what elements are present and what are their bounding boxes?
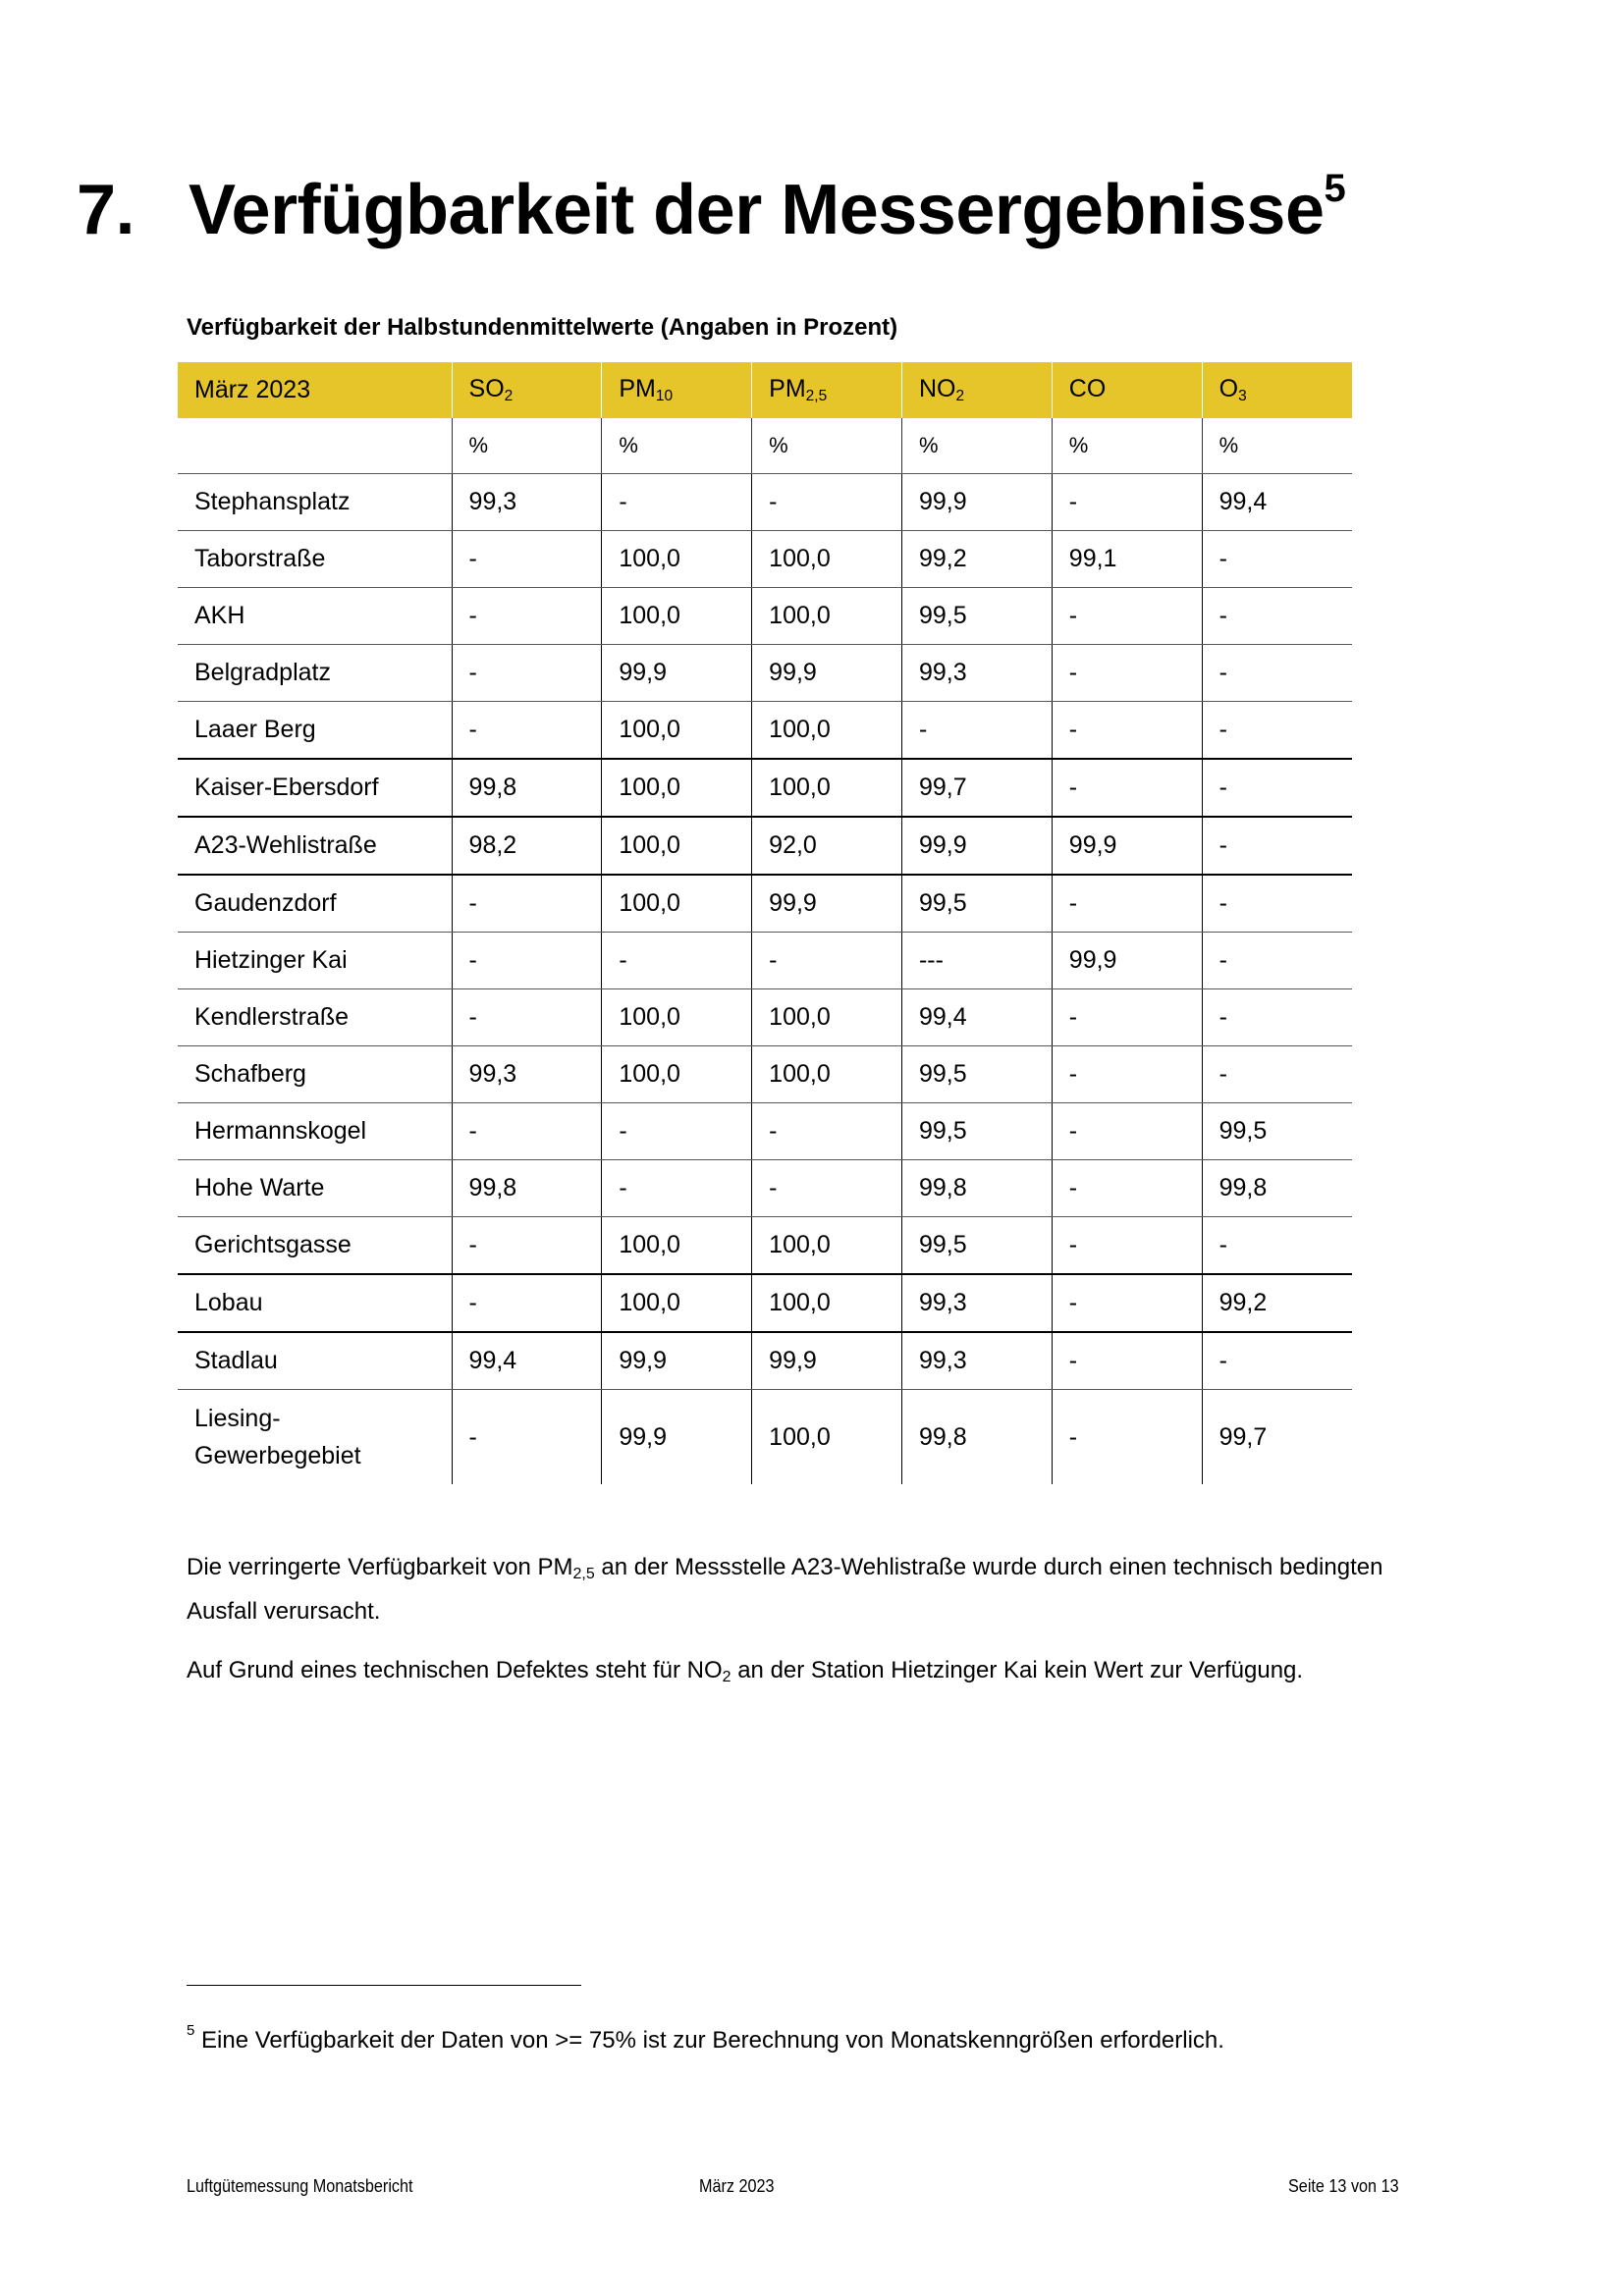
availability-value: - bbox=[1202, 645, 1352, 702]
table-row bbox=[178, 817, 1352, 875]
availability-value: - bbox=[452, 875, 602, 933]
availability-value: 99,8 bbox=[901, 1390, 1052, 1485]
availability-value: 99,8 bbox=[452, 759, 602, 817]
availability-value: - bbox=[1052, 1217, 1202, 1275]
availability-value: 100,0 bbox=[602, 531, 752, 588]
station-name: Gaudenzdorf bbox=[178, 875, 452, 933]
header-period: März 2023 bbox=[178, 362, 452, 418]
availability-value: - bbox=[1202, 989, 1352, 1046]
availability-value: - bbox=[452, 1274, 602, 1332]
header-o3: $O_3$ bbox=[1202, 362, 1352, 418]
availability-value: 99,1 bbox=[1052, 531, 1202, 588]
availability-value: - bbox=[1052, 1160, 1202, 1217]
station-name: Laaer Berg bbox=[178, 702, 452, 760]
availability-value: 99,3 bbox=[901, 645, 1052, 702]
table-row bbox=[178, 989, 1352, 1046]
header-co: CO bbox=[1052, 362, 1202, 418]
page-heading bbox=[77, 167, 1346, 249]
availability-value: - bbox=[1052, 474, 1202, 531]
table-row bbox=[178, 474, 1352, 531]
table-row bbox=[178, 1160, 1352, 1217]
note-pm25: Die verringerte Verfügbarkeit von $PM_{2,5}$ an der Messstelle A23-Wehlistraße wurde durch einen technisch bedingten Ausfall verursacht. bbox=[187, 1554, 1383, 1625]
availability-value: 98,2 bbox=[452, 817, 602, 875]
table-header-row bbox=[178, 362, 1352, 418]
table-row bbox=[178, 702, 1352, 760]
availability-value: - bbox=[452, 989, 602, 1046]
availability-value: - bbox=[1202, 875, 1352, 933]
availability-value: 100,0 bbox=[602, 875, 752, 933]
station-name: Hietzinger Kai bbox=[178, 933, 452, 989]
availability-value: 100,0 bbox=[602, 1046, 752, 1103]
availability-value: 99,4 bbox=[901, 989, 1052, 1046]
availability-value: - bbox=[752, 1160, 902, 1217]
header-no2: $NO_2$ bbox=[901, 362, 1052, 418]
header-pm25: $PM_{2,5}$ bbox=[752, 362, 902, 418]
availability-value: 99,3 bbox=[901, 1332, 1052, 1390]
station-name: Stadlau bbox=[178, 1332, 452, 1390]
availability-value: - bbox=[752, 474, 902, 531]
table-row bbox=[178, 933, 1352, 989]
table-row bbox=[178, 1332, 1352, 1390]
table-caption: Verfügbarkeit der Halbstundenmittelwerte (Angaben in Prozent) bbox=[187, 314, 898, 341]
section-number: 7. bbox=[77, 171, 135, 249]
station-name: AKH bbox=[178, 588, 452, 645]
availability-value: - bbox=[1052, 702, 1202, 760]
availability-value: 99,8 bbox=[1202, 1160, 1352, 1217]
station-name: Stephansplatz bbox=[178, 474, 452, 531]
availability-value: 99,3 bbox=[452, 1046, 602, 1103]
availability-value: 100,0 bbox=[602, 1274, 752, 1332]
availability-value: 99,3 bbox=[901, 1274, 1052, 1332]
availability-value: 99,8 bbox=[452, 1160, 602, 1217]
station-name: Taborstraße bbox=[178, 531, 452, 588]
availability-value: - bbox=[452, 1217, 602, 1275]
availability-value: 100,0 bbox=[602, 702, 752, 760]
availability-value: - bbox=[452, 933, 602, 989]
availability-value: - bbox=[1202, 531, 1352, 588]
availability-table bbox=[178, 362, 1352, 1484]
station-name: A23-Wehlistraße bbox=[178, 817, 452, 875]
availability-value: 100,0 bbox=[752, 759, 902, 817]
availability-value: 99,5 bbox=[901, 1046, 1052, 1103]
availability-value: 92,0 bbox=[752, 817, 902, 875]
unit-cell: % bbox=[452, 418, 602, 474]
table-row bbox=[178, 645, 1352, 702]
table-row bbox=[178, 875, 1352, 933]
availability-value: 99,3 bbox=[452, 474, 602, 531]
availability-value: 99,9 bbox=[602, 1332, 752, 1390]
availability-value: 99,2 bbox=[1202, 1274, 1352, 1332]
unit-cell-empty bbox=[178, 418, 452, 474]
availability-value: 99,5 bbox=[901, 588, 1052, 645]
availability-value: - bbox=[1052, 1390, 1202, 1485]
availability-value: 99,7 bbox=[901, 759, 1052, 817]
availability-value: - bbox=[752, 1103, 902, 1160]
availability-value: 99,4 bbox=[452, 1332, 602, 1390]
header-so2: $SO_2$ bbox=[452, 362, 602, 418]
availability-value: 99,8 bbox=[901, 1160, 1052, 1217]
table-row bbox=[178, 588, 1352, 645]
availability-value: - bbox=[1202, 759, 1352, 817]
availability-value: - bbox=[452, 1103, 602, 1160]
section-title: Verfügbarkeit der Messergebnisse bbox=[189, 171, 1325, 249]
station-name: Belgradplatz bbox=[178, 645, 452, 702]
availability-value: - bbox=[901, 702, 1052, 760]
availability-value: 99,9 bbox=[752, 1332, 902, 1390]
availability-value: - bbox=[1202, 933, 1352, 989]
table-row bbox=[178, 531, 1352, 588]
availability-value: 99,5 bbox=[1202, 1103, 1352, 1160]
availability-value: 99,9 bbox=[1052, 933, 1202, 989]
availability-value: - bbox=[752, 933, 902, 989]
availability-value: 100,0 bbox=[752, 702, 902, 760]
unit-cell: % bbox=[1052, 418, 1202, 474]
availability-value: - bbox=[1202, 817, 1352, 875]
station-name: Lobau bbox=[178, 1274, 452, 1332]
availability-value: 100,0 bbox=[752, 1217, 902, 1275]
availability-value: - bbox=[452, 588, 602, 645]
station-name: Gerichtsgasse bbox=[178, 1217, 452, 1275]
availability-value: - bbox=[1052, 1332, 1202, 1390]
availability-value: --- bbox=[901, 933, 1052, 989]
table-row bbox=[178, 1217, 1352, 1275]
footnote-marker: 5 bbox=[187, 2022, 195, 2039]
availability-value: 100,0 bbox=[752, 588, 902, 645]
availability-value: - bbox=[452, 645, 602, 702]
availability-value: 99,9 bbox=[752, 645, 902, 702]
availability-value: 99,5 bbox=[901, 1103, 1052, 1160]
availability-value: 99,9 bbox=[901, 474, 1052, 531]
footer-left: Luftgütemessung Monatsbericht bbox=[187, 2176, 413, 2196]
table-row bbox=[178, 1274, 1352, 1332]
availability-value: - bbox=[1052, 759, 1202, 817]
availability-value: - bbox=[1052, 588, 1202, 645]
availability-value: 100,0 bbox=[602, 759, 752, 817]
station-name: Kaiser-Ebersdorf bbox=[178, 759, 452, 817]
availability-value: 99,9 bbox=[602, 1390, 752, 1485]
unit-cell: % bbox=[602, 418, 752, 474]
availability-value: 100,0 bbox=[602, 588, 752, 645]
availability-value: - bbox=[1202, 1217, 1352, 1275]
availability-value: 99,9 bbox=[602, 645, 752, 702]
availability-value: - bbox=[1052, 645, 1202, 702]
availability-value: 99,4 bbox=[1202, 474, 1352, 531]
availability-value: - bbox=[1052, 1274, 1202, 1332]
station-name: Schafberg bbox=[178, 1046, 452, 1103]
availability-value: - bbox=[602, 1103, 752, 1160]
footnote-divider bbox=[187, 1985, 581, 1986]
availability-value: 99,5 bbox=[901, 1217, 1052, 1275]
station-name: Hermannskogel bbox=[178, 1103, 452, 1160]
header-pm10: $PM_{10}$ bbox=[602, 362, 752, 418]
table-units-row bbox=[178, 418, 1352, 474]
availability-value: 100,0 bbox=[602, 817, 752, 875]
availability-value: - bbox=[452, 1390, 602, 1485]
availability-value: 100,0 bbox=[602, 1217, 752, 1275]
availability-value: - bbox=[452, 702, 602, 760]
station-name: Kendlerstraße bbox=[178, 989, 452, 1046]
availability-value: - bbox=[1202, 588, 1352, 645]
unit-cell: % bbox=[1202, 418, 1352, 474]
availability-value: 100,0 bbox=[752, 989, 902, 1046]
availability-value: - bbox=[1052, 875, 1202, 933]
station-name: Hohe Warte bbox=[178, 1160, 452, 1217]
availability-value: 100,0 bbox=[752, 531, 902, 588]
availability-value: 100,0 bbox=[752, 1046, 902, 1103]
table-row bbox=[178, 1046, 1352, 1103]
availability-value: - bbox=[1052, 1103, 1202, 1160]
availability-value: - bbox=[452, 531, 602, 588]
availability-value: 99,2 bbox=[901, 531, 1052, 588]
availability-value: - bbox=[602, 933, 752, 989]
note-no2: Auf Grund eines technischen Defektes steht für $NO_2$ an der Station Hietzinger Kai kein Wert zur Verfügung. bbox=[187, 1657, 1304, 1685]
availability-value: - bbox=[1202, 1046, 1352, 1103]
footer-center: März 2023 bbox=[699, 2176, 775, 2196]
footnote-reference[interactable]: 5 bbox=[1324, 167, 1346, 210]
availability-value: - bbox=[602, 1160, 752, 1217]
table-row bbox=[178, 759, 1352, 817]
availability-value: 100,0 bbox=[602, 989, 752, 1046]
availability-value: - bbox=[602, 474, 752, 531]
footer-page-number: Seite 13 von 13 bbox=[1288, 2176, 1399, 2196]
footnote bbox=[187, 2022, 1224, 2055]
availability-value: - bbox=[1052, 989, 1202, 1046]
unit-cell: % bbox=[752, 418, 902, 474]
availability-value: 100,0 bbox=[752, 1390, 902, 1485]
table-row bbox=[178, 1103, 1352, 1160]
availability-value: - bbox=[1202, 702, 1352, 760]
station-name: Liesing-Gewerbegebiet bbox=[194, 1405, 361, 1469]
availability-value: 100,0 bbox=[752, 1274, 902, 1332]
availability-value: 99,9 bbox=[901, 817, 1052, 875]
availability-value: - bbox=[1202, 1332, 1352, 1390]
unit-cell: % bbox=[901, 418, 1052, 474]
availability-value: - bbox=[1052, 1046, 1202, 1103]
availability-value: 99,7 bbox=[1202, 1390, 1352, 1485]
availability-value: 99,9 bbox=[1052, 817, 1202, 875]
footnote-text: Eine Verfügbarkeit der Daten von >= 75% ist zur Berechnung von Monatskenngrößen erforderlich. bbox=[194, 2027, 1224, 2054]
table-row bbox=[178, 1390, 1352, 1485]
availability-value: 99,5 bbox=[901, 875, 1052, 933]
availability-value: 99,9 bbox=[752, 875, 902, 933]
